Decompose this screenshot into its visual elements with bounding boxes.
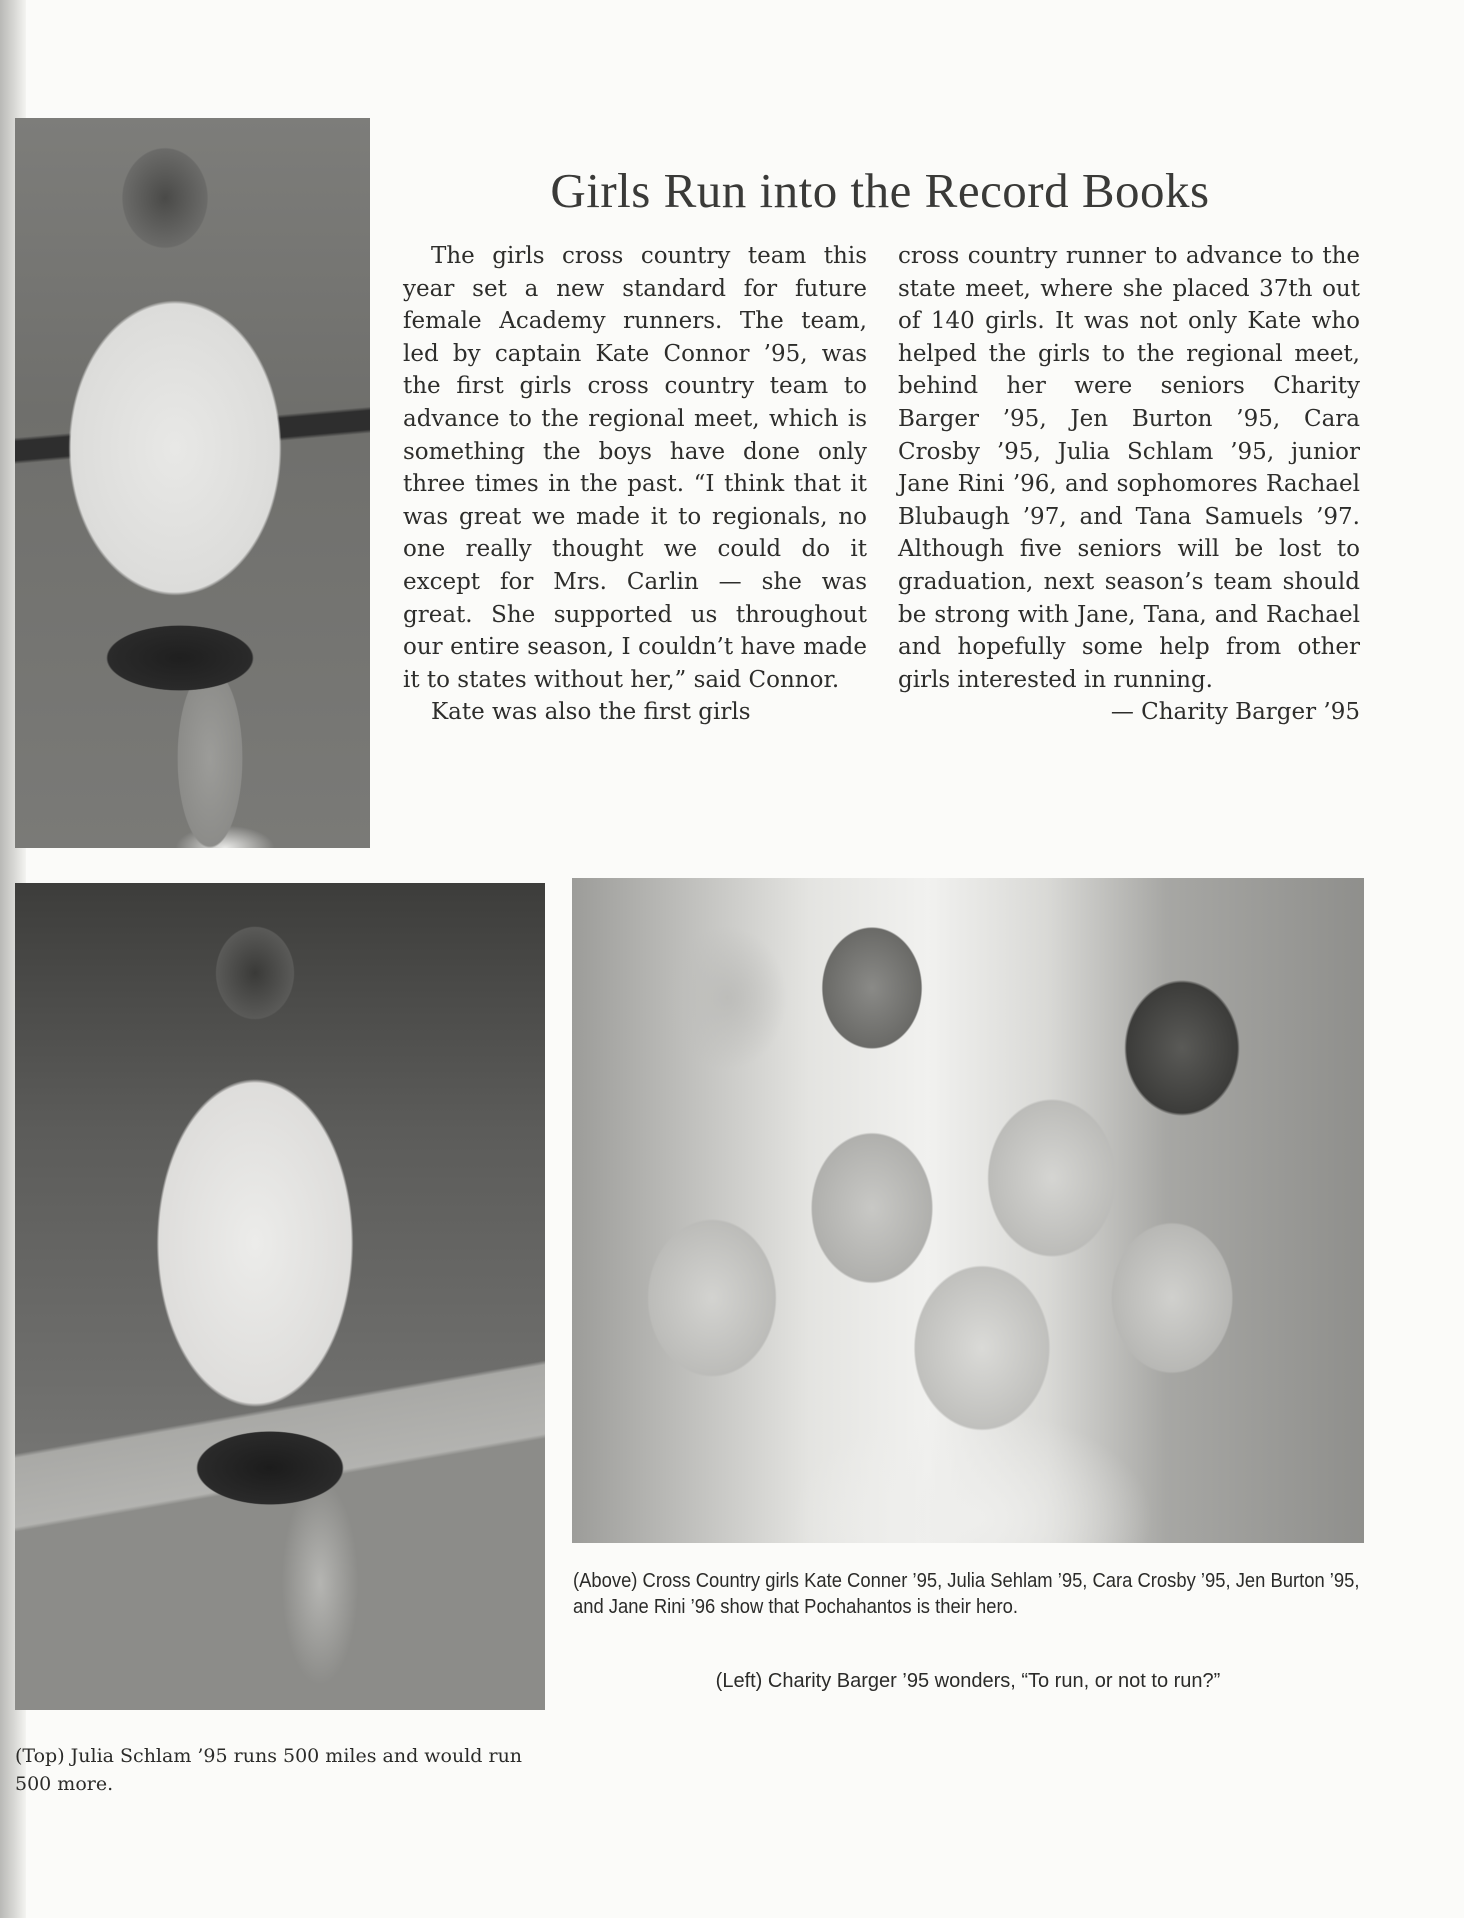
headline: Girls Run into the Record Books <box>550 163 1210 218</box>
paragraph: Kate was also the first girls <box>431 699 751 726</box>
article-column-right <box>898 240 1360 729</box>
caption-above: (Above) Cross Country girls Kate Conner ’95, Julia Sehlam ’95, Cara Crosby ’95, Jen Burton ’95, and Jane Rini ’96 show that Pochahantos is their hero. <box>573 1570 1360 1618</box>
photo-runner-top <box>15 118 370 848</box>
paragraph: The girls cross country team this year set a new standard for future female Academy runners. The team, led by captain Kate Connor ’95, was the first girls cross country team to advance to the regional meet, which is something the boys have done only three times in the past. “I think that it was great we made it to regionals, no one really thought we could do it except for Mrs. Carlin — she was great. She supported us throughout our entire season, I couldn’t have made it to states without her,” said Connor. <box>403 243 867 693</box>
paragraph: cross country runner to advance to the state meet, where she placed 37th out of 140 girls. It was not only Kate who helped the girls to the regional meet, behind her were seniors Charity Barger ’95, Jen Burton ’95, Cara Crosby ’95, Julia Schlam ’95, junior Jane Rini ’96, and sophomores Rachael Blubaugh ’97, and Tana Samuels ’97. Although five seniors will be lost to graduation, next season’s team should be strong with Jane, Tana, and Rachael and hopefully some help from other girls interested in running. <box>898 243 1360 693</box>
caption-left: (Left) Charity Barger ’95 wonders, “To run, or not to run?” <box>715 1670 1221 1692</box>
photo-group <box>572 878 1364 1543</box>
photo-runner-left <box>15 883 545 1710</box>
article-column-left <box>403 240 867 729</box>
caption-top: (Top) Julia Schlam ’95 runs 500 miles and would run 500 more. <box>15 1745 523 1795</box>
byline: — Charity Barger ’95 <box>1110 699 1360 726</box>
